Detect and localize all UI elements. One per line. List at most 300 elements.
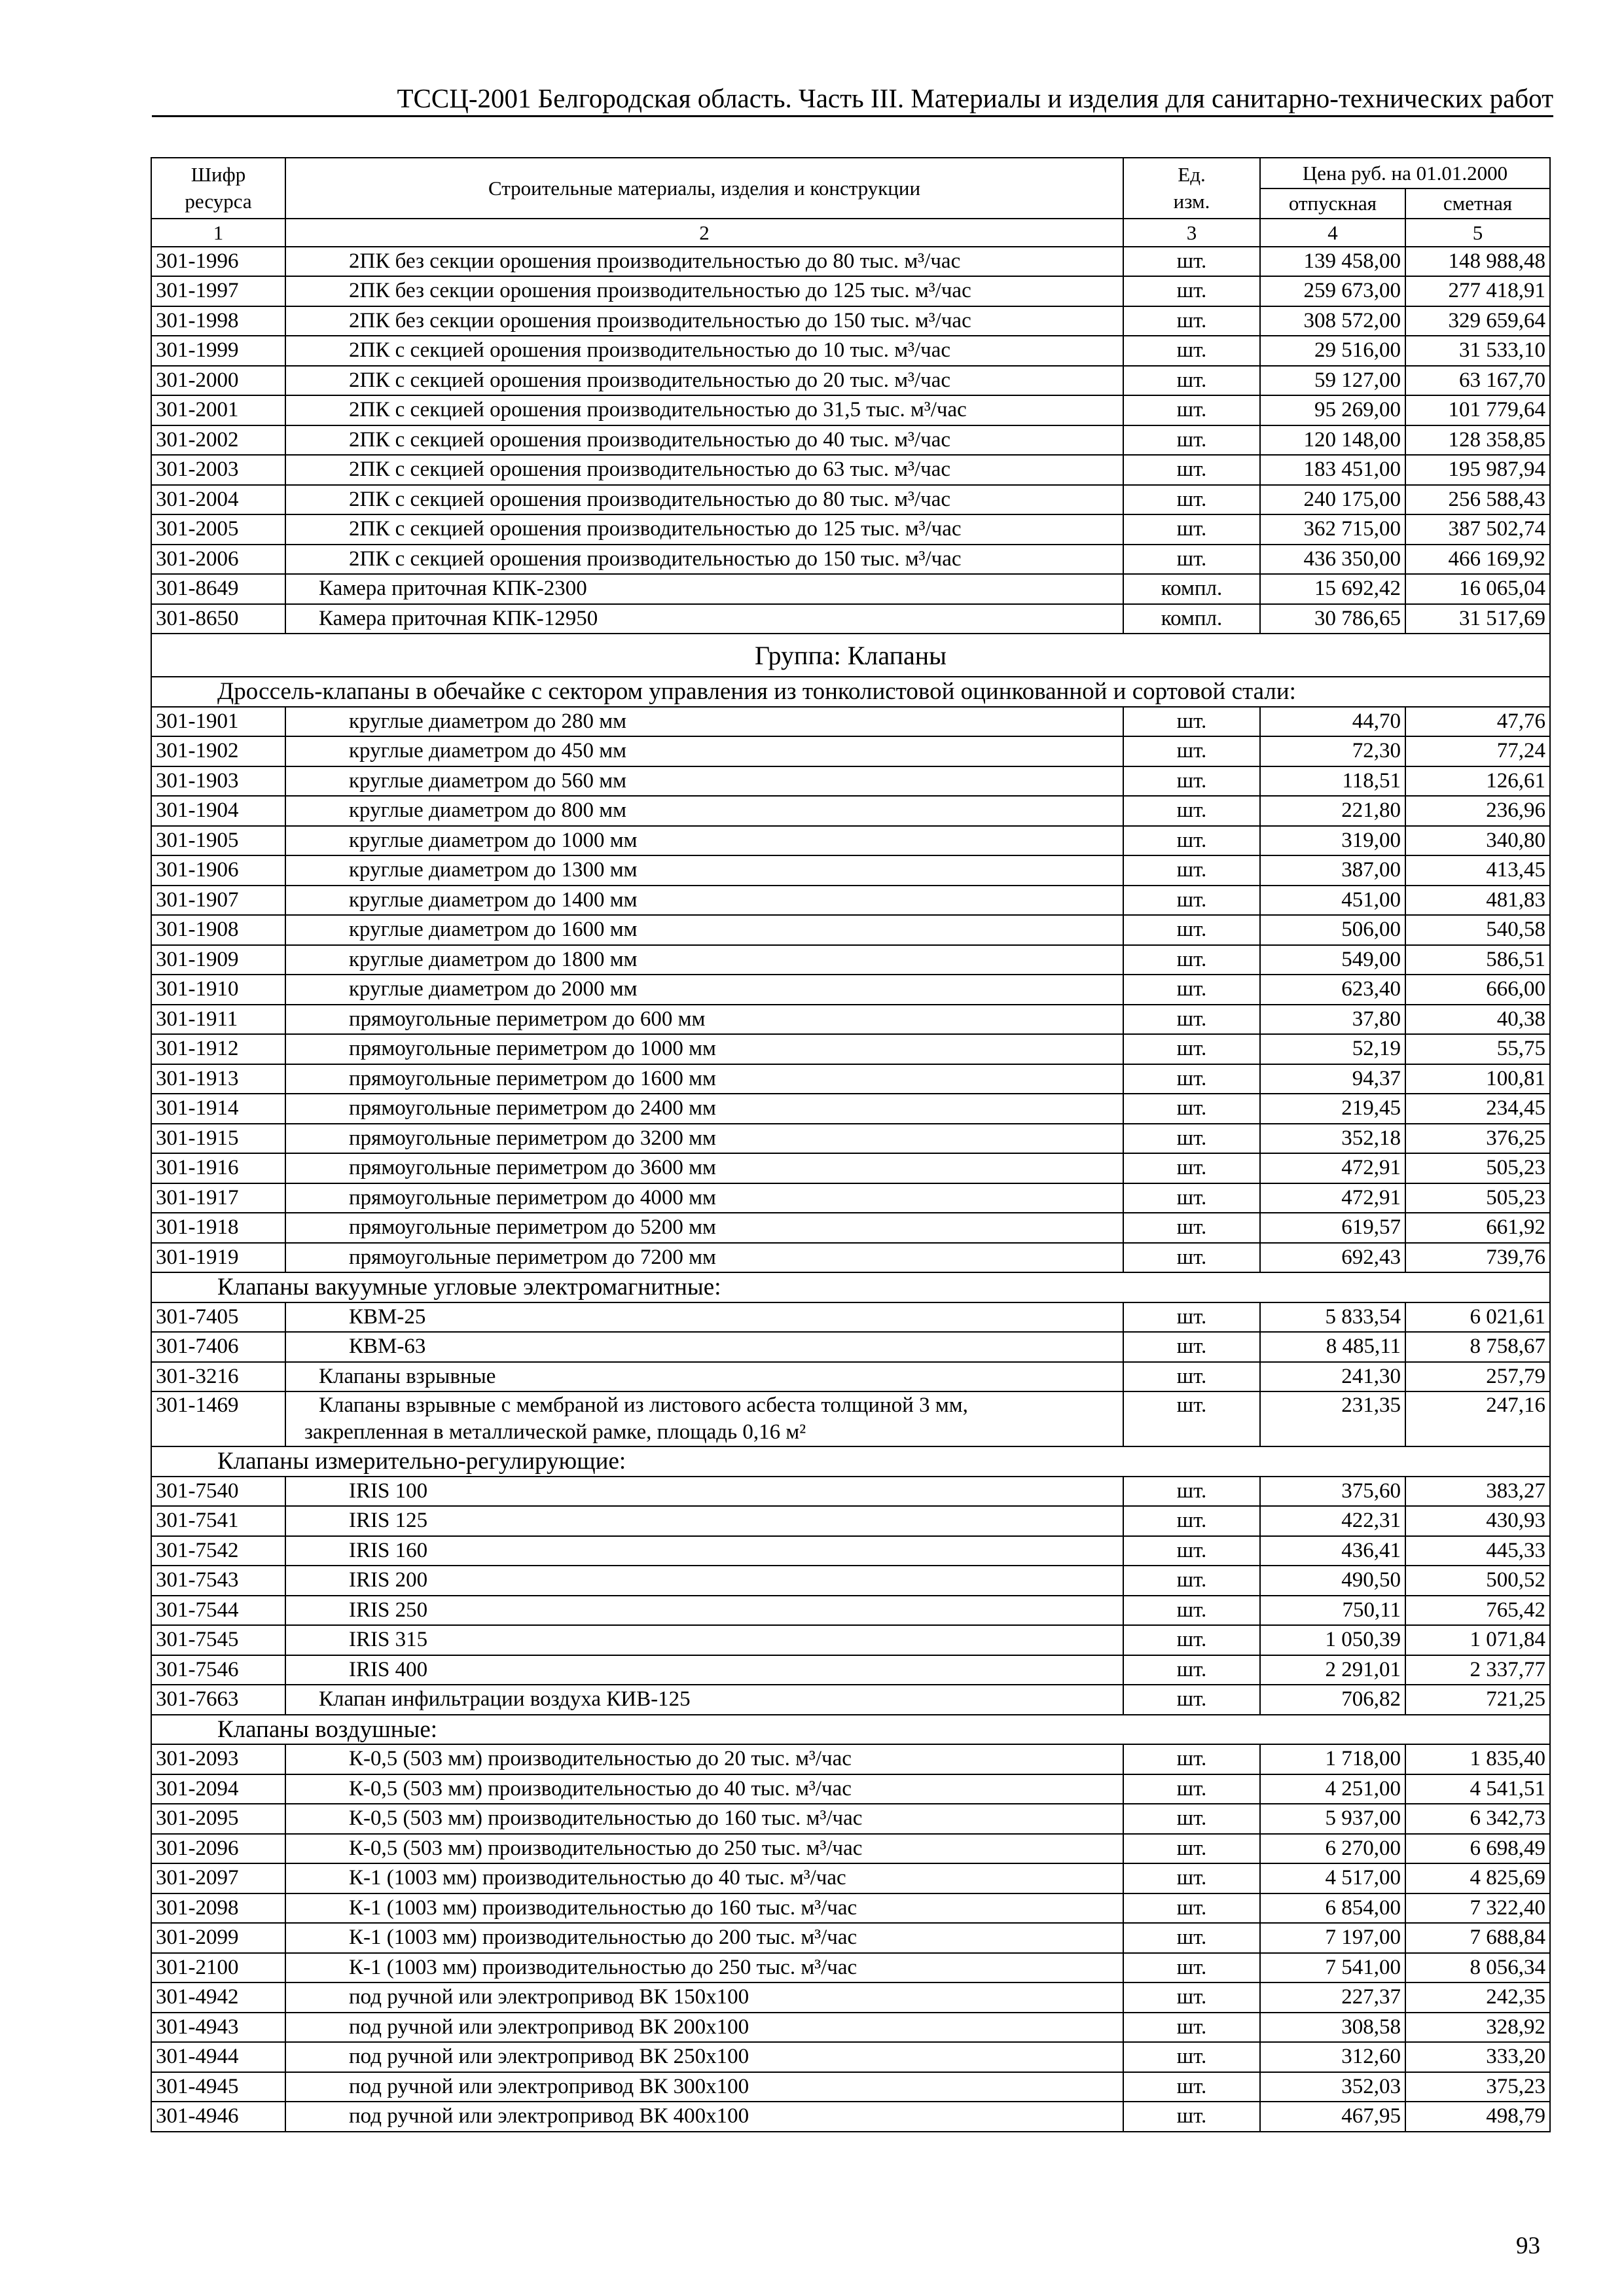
resource-code: 301-7540 — [151, 1477, 285, 1507]
table-row — [151, 1362, 1550, 1392]
estimate-price: 277 418,91 — [1405, 276, 1550, 306]
release-price: 259 673,00 — [1260, 276, 1405, 306]
unit-of-measure: шт. — [1123, 1302, 1260, 1333]
item-name: 2ПК с секцией орошения производительностью до 20 тыс. м³/час — [285, 366, 1123, 396]
col-number-1: 1 — [151, 219, 285, 247]
item-name-line-2: закрепленная в металлической рамке, площадь 0,16 м² — [304, 1420, 806, 1444]
item-name: IRIS 315 — [285, 1625, 1123, 1655]
item-name: К-1 (1003 мм) производительностью до 250 тыс. м³/час — [285, 1953, 1123, 1983]
item-name: 2ПК с секцией орошения производительностью до 40 тыс. м³/час — [285, 425, 1123, 456]
col-number-4: 4 — [1260, 219, 1405, 247]
resource-code: 301-1911 — [151, 1005, 285, 1035]
resource-code: 301-1916 — [151, 1153, 285, 1183]
resource-code: 301-1914 — [151, 1094, 285, 1124]
estimate-price: 586,51 — [1405, 945, 1550, 975]
item-name: К-1 (1003 мм) производительностью до 40 тыс. м³/час — [285, 1863, 1123, 1893]
unit-of-measure: шт. — [1123, 1655, 1260, 1685]
resource-code: 301-2098 — [151, 1893, 285, 1924]
estimate-price: 55,75 — [1405, 1034, 1550, 1064]
release-price: 221,80 — [1260, 796, 1405, 826]
resource-code: 301-1918 — [151, 1213, 285, 1243]
item-name: круглые диаметром до 1300 мм — [285, 855, 1123, 886]
unit-of-measure: шт. — [1123, 366, 1260, 396]
unit-of-measure: шт. — [1123, 247, 1260, 277]
estimate-price: 505,23 — [1405, 1183, 1550, 1213]
resource-code: 301-1910 — [151, 975, 285, 1005]
item-name: круглые диаметром до 280 мм — [285, 707, 1123, 737]
group-heading-row — [151, 634, 1550, 677]
subgroup-heading-row — [151, 1715, 1550, 1745]
release-price: 44,70 — [1260, 707, 1405, 737]
table-row — [151, 574, 1550, 604]
estimate-price: 739,76 — [1405, 1243, 1550, 1273]
col-header-estimate: сметная — [1405, 188, 1550, 219]
estimate-price: 242,35 — [1405, 1982, 1550, 2013]
unit-of-measure: шт. — [1123, 766, 1260, 797]
unit-of-measure: шт. — [1123, 1153, 1260, 1183]
release-price: 231,35 — [1260, 1391, 1405, 1446]
subgroup-heading-row — [151, 1446, 1550, 1477]
estimate-price: 413,45 — [1405, 855, 1550, 886]
item-name: К-1 (1003 мм) производительностью до 160 тыс. м³/час — [285, 1893, 1123, 1924]
col-header-price: Цена руб. на 01.01.2000 — [1260, 158, 1550, 188]
release-price: 6 270,00 — [1260, 1834, 1405, 1864]
unit-of-measure: шт. — [1123, 395, 1260, 425]
unit-of-measure: шт. — [1123, 1953, 1260, 1983]
item-name: 2ПК без секции орошения производительностью до 125 тыс. м³/час — [285, 276, 1123, 306]
unit-of-measure: шт. — [1123, 1094, 1260, 1124]
item-name: круглые диаметром до 1600 мм — [285, 915, 1123, 945]
estimate-price: 195 987,94 — [1405, 455, 1550, 485]
resource-code: 301-1469 — [151, 1391, 285, 1446]
estimate-price: 47,76 — [1405, 707, 1550, 737]
table-row — [151, 1953, 1550, 1983]
release-price: 240 175,00 — [1260, 485, 1405, 515]
unit-of-measure: шт. — [1123, 796, 1260, 826]
resource-code: 301-3216 — [151, 1362, 285, 1392]
table-row — [151, 1332, 1550, 1362]
table-row — [151, 1153, 1550, 1183]
item-name: круглые диаметром до 450 мм — [285, 736, 1123, 766]
resource-code: 301-2096 — [151, 1834, 285, 1864]
resource-code: 301-1912 — [151, 1034, 285, 1064]
item-name: К-0,5 (503 мм) производительностью до 40 тыс. м³/час — [285, 1774, 1123, 1804]
unit-of-measure: шт. — [1123, 485, 1260, 515]
estimate-price: 6 342,73 — [1405, 1804, 1550, 1834]
table-row — [151, 2013, 1550, 2043]
page-header: ТССЦ-2001 Белгородская область. Часть III. Материалы и изделия для санитарно-технических работ — [152, 81, 1553, 117]
resource-code: 301-2099 — [151, 1923, 285, 1953]
resource-code: 301-8649 — [151, 574, 285, 604]
unit-of-measure: шт. — [1123, 1596, 1260, 1626]
group-heading: Группа: Клапаны — [151, 634, 1550, 677]
estimate-price: 445,33 — [1405, 1536, 1550, 1566]
release-price: 750,11 — [1260, 1596, 1405, 1626]
estimate-price: 101 779,64 — [1405, 395, 1550, 425]
item-name: под ручной или электропривод ВК 200х100 — [285, 2013, 1123, 2043]
release-price: 549,00 — [1260, 945, 1405, 975]
release-price: 472,91 — [1260, 1183, 1405, 1213]
table-row — [151, 1477, 1550, 1507]
item-name: К-0,5 (503 мм) производительностью до 20 тыс. м³/час — [285, 1744, 1123, 1774]
item-name: прямоугольные периметром до 3200 мм — [285, 1124, 1123, 1154]
item-name: IRIS 125 — [285, 1506, 1123, 1536]
estimate-price: 16 065,04 — [1405, 574, 1550, 604]
resource-code: 301-1915 — [151, 1124, 285, 1154]
item-name: прямоугольные периметром до 1000 мм — [285, 1034, 1123, 1064]
resource-code: 301-1998 — [151, 306, 285, 336]
table-row — [151, 1005, 1550, 1035]
table-row — [151, 2102, 1550, 2132]
release-price: 15 692,42 — [1260, 574, 1405, 604]
release-price: 1 050,39 — [1260, 1625, 1405, 1655]
subgroup-heading: Клапаны воздушные: — [151, 1715, 1550, 1745]
estimate-price: 540,58 — [1405, 915, 1550, 945]
resource-code: 301-4945 — [151, 2072, 285, 2102]
estimate-price: 7 688,84 — [1405, 1923, 1550, 1953]
table-row — [151, 886, 1550, 916]
resource-code: 301-7405 — [151, 1302, 285, 1333]
unit-of-measure: шт. — [1123, 915, 1260, 945]
item-name: прямоугольные периметром до 600 мм — [285, 1005, 1123, 1035]
unit-of-measure: шт. — [1123, 1064, 1260, 1094]
table-row — [151, 796, 1550, 826]
unit-of-measure: шт. — [1123, 1243, 1260, 1273]
resource-code: 301-1919 — [151, 1243, 285, 1273]
table-row — [151, 1655, 1550, 1685]
estimate-price: 1 835,40 — [1405, 1744, 1550, 1774]
item-name: Клапан инфильтрации воздуха КИВ-125 — [285, 1685, 1123, 1715]
unit-of-measure: шт. — [1123, 1005, 1260, 1035]
table-row — [151, 826, 1550, 856]
item-name: КВМ-25 — [285, 1302, 1123, 1333]
col-number-2: 2 — [285, 219, 1123, 247]
unit-of-measure: шт. — [1123, 1863, 1260, 1893]
table-row — [151, 1834, 1550, 1864]
estimate-price: 234,45 — [1405, 1094, 1550, 1124]
table-row — [151, 306, 1550, 336]
col-header-release: отпускная — [1260, 188, 1405, 219]
estimate-price: 247,16 — [1405, 1391, 1550, 1446]
item-name: IRIS 100 — [285, 1477, 1123, 1507]
resource-code: 301-2093 — [151, 1744, 285, 1774]
resource-code: 301-2005 — [151, 514, 285, 545]
release-price: 490,50 — [1260, 1566, 1405, 1596]
release-price: 72,30 — [1260, 736, 1405, 766]
subgroup-heading: Клапаны вакуумные угловые электромагнитные: — [151, 1272, 1550, 1302]
unit-of-measure: шт. — [1123, 1982, 1260, 2013]
resource-code: 301-7545 — [151, 1625, 285, 1655]
release-price: 467,95 — [1260, 2102, 1405, 2132]
estimate-price: 1 071,84 — [1405, 1625, 1550, 1655]
release-price: 422,31 — [1260, 1506, 1405, 1536]
item-name: IRIS 160 — [285, 1536, 1123, 1566]
unit-of-measure: шт. — [1123, 1213, 1260, 1243]
resource-code: 301-2006 — [151, 545, 285, 575]
unit-of-measure: шт. — [1123, 1536, 1260, 1566]
estimate-price: 4 825,69 — [1405, 1863, 1550, 1893]
unit-of-measure: шт. — [1123, 707, 1260, 737]
release-price: 120 148,00 — [1260, 425, 1405, 456]
estimate-price: 498,79 — [1405, 2102, 1550, 2132]
release-price: 139 458,00 — [1260, 247, 1405, 277]
release-price: 472,91 — [1260, 1153, 1405, 1183]
table-row — [151, 425, 1550, 456]
unit-of-measure: шт. — [1123, 514, 1260, 545]
table-row — [151, 1744, 1550, 1774]
table-row — [151, 975, 1550, 1005]
unit-of-measure: шт. — [1123, 1034, 1260, 1064]
release-price: 219,45 — [1260, 1094, 1405, 1124]
item-name: под ручной или электропривод ВК 400х100 — [285, 2102, 1123, 2132]
subgroup-heading: Клапаны измерительно-регулирующие: — [151, 1446, 1550, 1477]
unit-of-measure: шт. — [1123, 1804, 1260, 1834]
release-price: 375,60 — [1260, 1477, 1405, 1507]
unit-of-measure: шт. — [1123, 425, 1260, 456]
table-row — [151, 1536, 1550, 1566]
resource-code: 301-4943 — [151, 2013, 285, 2043]
release-price: 312,60 — [1260, 2042, 1405, 2072]
release-price: 436 350,00 — [1260, 545, 1405, 575]
estimate-price: 661,92 — [1405, 1213, 1550, 1243]
resource-code: 301-2004 — [151, 485, 285, 515]
item-name: прямоугольные периметром до 3600 мм — [285, 1153, 1123, 1183]
page-number: 93 — [1516, 2233, 1540, 2259]
release-price: 7 197,00 — [1260, 1923, 1405, 1953]
table-row — [151, 1064, 1550, 1094]
unit-of-measure: шт. — [1123, 2072, 1260, 2102]
estimate-price: 148 988,48 — [1405, 247, 1550, 277]
release-price: 308,58 — [1260, 2013, 1405, 2043]
resource-code: 301-1903 — [151, 766, 285, 797]
table-row — [151, 2042, 1550, 2072]
resource-code: 301-1997 — [151, 276, 285, 306]
release-price: 4 251,00 — [1260, 1774, 1405, 1804]
release-price: 2 291,01 — [1260, 1655, 1405, 1685]
table-row — [151, 1982, 1550, 2013]
release-price: 29 516,00 — [1260, 336, 1405, 366]
unit-of-measure: шт. — [1123, 1332, 1260, 1362]
release-price: 619,57 — [1260, 1213, 1405, 1243]
table-row — [151, 545, 1550, 575]
resource-code: 301-7663 — [151, 1685, 285, 1715]
release-price: 692,43 — [1260, 1243, 1405, 1273]
resource-code: 301-7406 — [151, 1332, 285, 1362]
item-name: 2ПК с секцией орошения производительностью до 63 тыс. м³/час — [285, 455, 1123, 485]
resource-code: 301-2003 — [151, 455, 285, 485]
estimate-price: 236,96 — [1405, 796, 1550, 826]
estimate-price: 31 533,10 — [1405, 336, 1550, 366]
unit-of-measure: шт. — [1123, 1506, 1260, 1536]
release-price: 52,19 — [1260, 1034, 1405, 1064]
table-row — [151, 247, 1550, 277]
item-name: К-1 (1003 мм) производительностью до 200 тыс. м³/час — [285, 1923, 1123, 1953]
table-row — [151, 1625, 1550, 1655]
table-row — [151, 1302, 1550, 1333]
unit-of-measure: шт. — [1123, 1477, 1260, 1507]
release-price: 5 833,54 — [1260, 1302, 1405, 1333]
table-row — [151, 336, 1550, 366]
unit-of-measure: шт. — [1123, 306, 1260, 336]
table-row — [151, 514, 1550, 545]
release-price: 59 127,00 — [1260, 366, 1405, 396]
estimate-price: 721,25 — [1405, 1685, 1550, 1715]
unit-of-measure: шт. — [1123, 1923, 1260, 1953]
table-row — [151, 915, 1550, 945]
item-name: прямоугольные периметром до 5200 мм — [285, 1213, 1123, 1243]
unit-of-measure: шт. — [1123, 2042, 1260, 2072]
resource-code: 301-1909 — [151, 945, 285, 975]
table-row — [151, 455, 1550, 485]
release-price: 436,41 — [1260, 1536, 1405, 1566]
unit-of-measure: шт. — [1123, 1685, 1260, 1715]
table-row — [151, 1804, 1550, 1834]
table-row — [151, 1863, 1550, 1893]
release-price: 7 541,00 — [1260, 1953, 1405, 1983]
item-name: круглые диаметром до 2000 мм — [285, 975, 1123, 1005]
resource-code: 301-2000 — [151, 366, 285, 396]
release-price: 362 715,00 — [1260, 514, 1405, 545]
table-row — [151, 604, 1550, 634]
resource-code: 301-4946 — [151, 2102, 285, 2132]
unit-of-measure: шт. — [1123, 2102, 1260, 2132]
item-name — [285, 1391, 1123, 1446]
table-row — [151, 1243, 1550, 1273]
item-name: КВМ-63 — [285, 1332, 1123, 1362]
item-name: Камера приточная КПК-12950 — [285, 604, 1123, 634]
item-name: IRIS 200 — [285, 1566, 1123, 1596]
release-price: 30 786,65 — [1260, 604, 1405, 634]
unit-of-measure: шт. — [1123, 2013, 1260, 2043]
resource-code: 301-1917 — [151, 1183, 285, 1213]
release-price: 308 572,00 — [1260, 306, 1405, 336]
resource-code: 301-1904 — [151, 796, 285, 826]
estimate-price: 666,00 — [1405, 975, 1550, 1005]
resource-code: 301-4944 — [151, 2042, 285, 2072]
unit-of-measure: шт. — [1123, 1893, 1260, 1924]
resource-code: 301-1902 — [151, 736, 285, 766]
estimate-price: 376,25 — [1405, 1124, 1550, 1154]
resource-code: 301-1901 — [151, 707, 285, 737]
unit-of-measure: шт. — [1123, 1124, 1260, 1154]
release-price: 4 517,00 — [1260, 1863, 1405, 1893]
unit-of-measure: шт. — [1123, 886, 1260, 916]
release-price: 6 854,00 — [1260, 1893, 1405, 1924]
unit-of-measure: шт. — [1123, 855, 1260, 886]
table-row — [151, 2072, 1550, 2102]
table-row — [151, 1094, 1550, 1124]
table-row — [151, 766, 1550, 797]
resource-code: 301-2002 — [151, 425, 285, 456]
table-row — [151, 366, 1550, 396]
item-name: К-0,5 (503 мм) производительностью до 250 тыс. м³/час — [285, 1834, 1123, 1864]
item-name: Клапаны взрывные — [285, 1362, 1123, 1392]
table-row — [151, 395, 1550, 425]
estimate-price: 100,81 — [1405, 1064, 1550, 1094]
item-name: 2ПК с секцией орошения производительностью до 80 тыс. м³/час — [285, 485, 1123, 515]
table-row — [151, 707, 1550, 737]
estimate-price: 8 056,34 — [1405, 1953, 1550, 1983]
release-price: 227,37 — [1260, 1982, 1405, 2013]
unit-of-measure: шт. — [1123, 826, 1260, 856]
table-row — [151, 1685, 1550, 1715]
table-row — [151, 945, 1550, 975]
estimate-price: 329 659,64 — [1405, 306, 1550, 336]
release-price: 352,18 — [1260, 1124, 1405, 1154]
item-name: прямоугольные периметром до 2400 мм — [285, 1094, 1123, 1124]
resource-code: 301-7546 — [151, 1655, 285, 1685]
resource-code: 301-1905 — [151, 826, 285, 856]
release-price: 623,40 — [1260, 975, 1405, 1005]
price-table — [151, 157, 1551, 2132]
unit-of-measure: шт. — [1123, 276, 1260, 306]
unit-of-measure: шт. — [1123, 1362, 1260, 1392]
resource-code: 301-1996 — [151, 247, 285, 277]
table-row — [151, 1596, 1550, 1626]
item-name-line-1: Клапаны взрывные с мембраной из листового асбеста толщиной 3 мм, — [319, 1393, 968, 1417]
estimate-price: 63 167,70 — [1405, 366, 1550, 396]
unit-of-measure: шт. — [1123, 1625, 1260, 1655]
estimate-price: 466 169,92 — [1405, 545, 1550, 575]
item-name: IRIS 400 — [285, 1655, 1123, 1685]
estimate-price: 500,52 — [1405, 1566, 1550, 1596]
subgroup-heading-row — [151, 677, 1550, 707]
estimate-price: 77,24 — [1405, 736, 1550, 766]
release-price: 506,00 — [1260, 915, 1405, 945]
table-row — [151, 276, 1550, 306]
item-name: 2ПК с секцией орошения производительностью до 31,5 тыс. м³/час — [285, 395, 1123, 425]
resource-code: 301-7541 — [151, 1506, 285, 1536]
item-name: прямоугольные периметром до 4000 мм — [285, 1183, 1123, 1213]
unit-of-measure: шт. — [1123, 545, 1260, 575]
estimate-price: 505,23 — [1405, 1153, 1550, 1183]
release-price: 451,00 — [1260, 886, 1405, 916]
unit-of-measure: шт. — [1123, 736, 1260, 766]
item-name: 2ПК с секцией орошения производительностью до 125 тыс. м³/час — [285, 514, 1123, 545]
estimate-price: 8 758,67 — [1405, 1332, 1550, 1362]
unit-of-measure: шт. — [1123, 1391, 1260, 1446]
col-number-3: 3 — [1123, 219, 1260, 247]
item-name: 2ПК с секцией орошения производительностью до 10 тыс. м³/час — [285, 336, 1123, 366]
resource-code: 301-1906 — [151, 855, 285, 886]
resource-code: 301-2001 — [151, 395, 285, 425]
item-name: прямоугольные периметром до 7200 мм — [285, 1243, 1123, 1273]
col-number-5: 5 — [1405, 219, 1550, 247]
resource-code: 301-7542 — [151, 1536, 285, 1566]
unit-of-measure: шт. — [1123, 945, 1260, 975]
resource-code: 301-7544 — [151, 1596, 285, 1626]
unit-of-measure: компл. — [1123, 574, 1260, 604]
estimate-price: 256 588,43 — [1405, 485, 1550, 515]
release-price: 8 485,11 — [1260, 1332, 1405, 1362]
estimate-price: 4 541,51 — [1405, 1774, 1550, 1804]
table-row — [151, 1774, 1550, 1804]
col-header-unit: Ед. изм. — [1123, 158, 1260, 219]
estimate-price: 40,38 — [1405, 1005, 1550, 1035]
estimate-price: 6 698,49 — [1405, 1834, 1550, 1864]
item-name: 2ПК с секцией орошения производительностью до 150 тыс. м³/час — [285, 545, 1123, 575]
release-price: 706,82 — [1260, 1685, 1405, 1715]
estimate-price: 257,79 — [1405, 1362, 1550, 1392]
unit-of-measure: компл. — [1123, 604, 1260, 634]
release-price: 5 937,00 — [1260, 1804, 1405, 1834]
item-name: круглые диаметром до 800 мм — [285, 796, 1123, 826]
table-row — [151, 1183, 1550, 1213]
resource-code: 301-7543 — [151, 1566, 285, 1596]
resource-code: 301-1907 — [151, 886, 285, 916]
table-row — [151, 1893, 1550, 1924]
subgroup-heading: Дроссель-клапаны в обечайке с сектором управления из тонколистовой оцинкованной и сортовой стали: — [151, 677, 1550, 707]
